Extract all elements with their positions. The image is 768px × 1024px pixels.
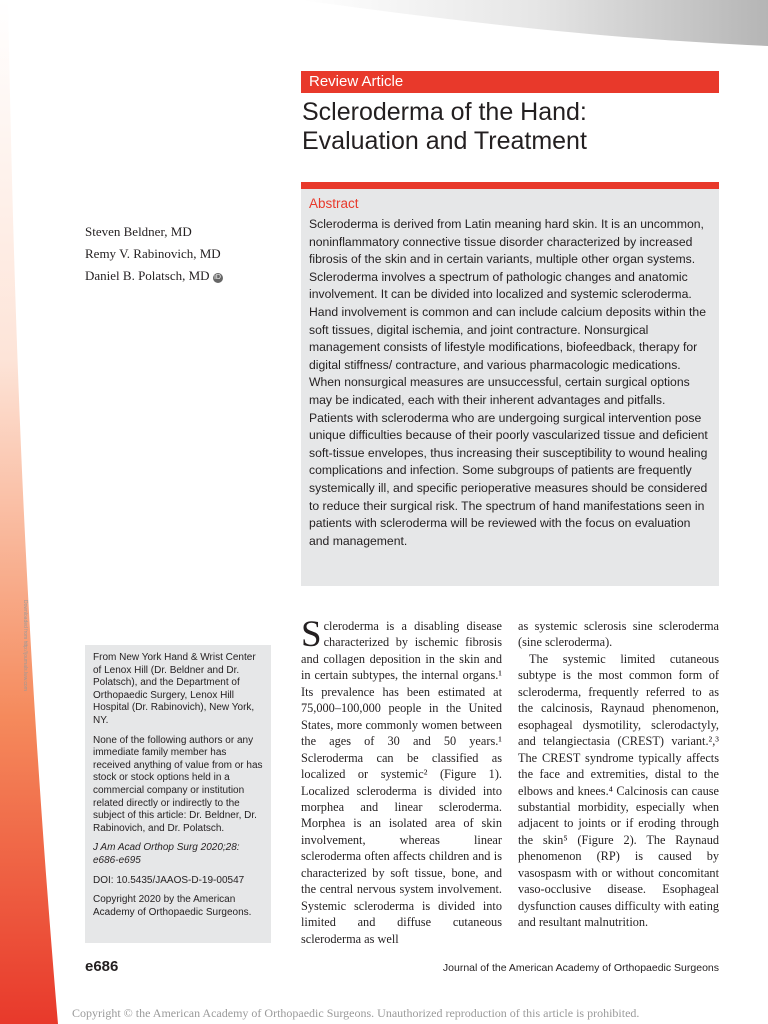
affiliation-text: From New York Hand & Wrist Center of Lenox Hill (Dr. Beldner and Dr. Polatsch), and the Department of Orthopaedic Surgery, Lenox Hill Hospital (Dr. Rabinovich), New York, NY. bbox=[93, 652, 256, 726]
doi-text: DOI: 10.5435/JAAOS-D-19-00547 bbox=[93, 874, 245, 886]
orcid-icon[interactable]: iD bbox=[214, 274, 221, 281]
body-paragraph: as systemic sclerosis sine scleroderma (sine scleroderma). bbox=[518, 619, 719, 650]
title-line-2: Evaluation and Treatment bbox=[302, 127, 587, 155]
copyright-notice: Copyright © the American Academy of Orthopaedic Surgeons. Unauthorized reproduction of this article is prohibited. bbox=[72, 1006, 640, 1020]
author-name: Steven Beldner, MD bbox=[85, 224, 192, 239]
page-number: e686 bbox=[85, 958, 119, 975]
title-line-1: Scleroderma of the Hand: bbox=[302, 98, 587, 126]
side-watermark: Downloaded from http://journals.lww.com bbox=[22, 600, 28, 691]
abstract-text: Scleroderma is derived from Latin meaning hard skin. It is an uncommon, noninflammatory connective tissue disorder characterized by increased fibrosis of the skin and in certain variants, multiple other organ systems. Scleroderma involves a spectrum of pathologic changes and anatomic involvement. It can be divided into localized and systemic scleroderma. Hand involvement is common and can include calcium deposits within the soft tissues, digital ischemia, and joint contracture. Nonsurgical management consists of lifestyle modifications, biofeedback, therapy for digital stiffness/ contracture, and various pharmacologic medications. When nonsurgical measures are unsuccessful, certain surgical options may be indicated, each with their inherent advantages and pitfalls. Patients with scleroderma who are undergoing surgical intervention pose unique difficulties because of their poorly vascularized tissue and deficient soft-tissue envelopes, thus increasing their susceptibility to wound healing complications and infection. Some subgroups of patients are frequently systemically ill, and specific perioperative measures should be considered to reduce their surgical risk. The spectrum of hand manifestations seen in patients with scleroderma will be reviewed with the focus on evaluation and management. bbox=[309, 217, 708, 548]
drop-cap: S bbox=[301, 614, 322, 655]
top-gray-swoosh bbox=[0, 0, 768, 80]
author-name: Remy V. Rabinovich, MD bbox=[85, 246, 221, 261]
author-name: Daniel B. Polatsch, MD bbox=[85, 268, 210, 283]
citation-text: J Am Acad Orthop Surg 2020;28: e686-e695 bbox=[93, 842, 240, 866]
abstract-heading: Abstract bbox=[309, 196, 359, 211]
body-paragraph: The systemic limited cutaneous subtype is the most common form of scleroderma, frequently referred to as the calcinosis, Raynaud phenomenon, esophageal dysmotility, sclerodactyly, and telangiectasia (CREST) variant.²,³ The CREST syndrome typically affects the face and extremities, distal to the elbows and knees.⁴ Calcinosis can cause substantial morbidity, especially when adjacent to joints or if eroding through the skin⁵ (Figure 2). The Raynaud phenomenon (RP) is caused by vasospasm with or without concomitant vaso-occlusive disease. Esophageal dysfunction causes difficulty with eating and resultant malnutrition. bbox=[518, 651, 719, 930]
author-item bbox=[85, 265, 223, 287]
article-title bbox=[302, 98, 722, 156]
copyright-text: Copyright 2020 by the American Academy of Orthopaedic Surgeons. bbox=[93, 894, 252, 918]
article-type-label: Review Article bbox=[301, 71, 719, 93]
body-column-1 bbox=[301, 614, 502, 947]
journal-name: Journal of the American Academy of Orthopaedic Surgeons bbox=[442, 962, 719, 974]
disclosure-text: None of the following authors or any immediate family member has received anything of value from or has stock or stock options held in a commercial company or institution related directly or indirectly to the subject of this article: Dr. Beldner, Dr. Rabinovich, and Dr. Polatsch. bbox=[93, 734, 263, 834]
abstract-box bbox=[301, 182, 719, 586]
left-red-gradient-band bbox=[0, 0, 58, 1024]
body-paragraph-text: cleroderma is a disabling disease characterized by ischemic fibrosis and collagen deposition in the skin and in certain subtypes, the internal organs.¹ Its prevalence has been estimated at 75,000–100,000 people in the United States, more commonly women between the ages of 30 and 50 years.¹ Scleroderma can be classified as localized or systemic² (Figure 1). Localized scleroderma is divided into morphea and linear scleroderma. Morphea is an isolated area of skin involvement, whereas linear scleroderma often affects children and is characterized by soft tissue, bone, and the central nervous system involvement. Systemic scleroderma is divided into limited and diffuse cutaneous scleroderma as well bbox=[301, 619, 502, 946]
affiliation-box bbox=[85, 645, 271, 943]
body-paragraph bbox=[301, 614, 502, 947]
author-list bbox=[85, 221, 223, 287]
body-column-2 bbox=[518, 618, 719, 931]
